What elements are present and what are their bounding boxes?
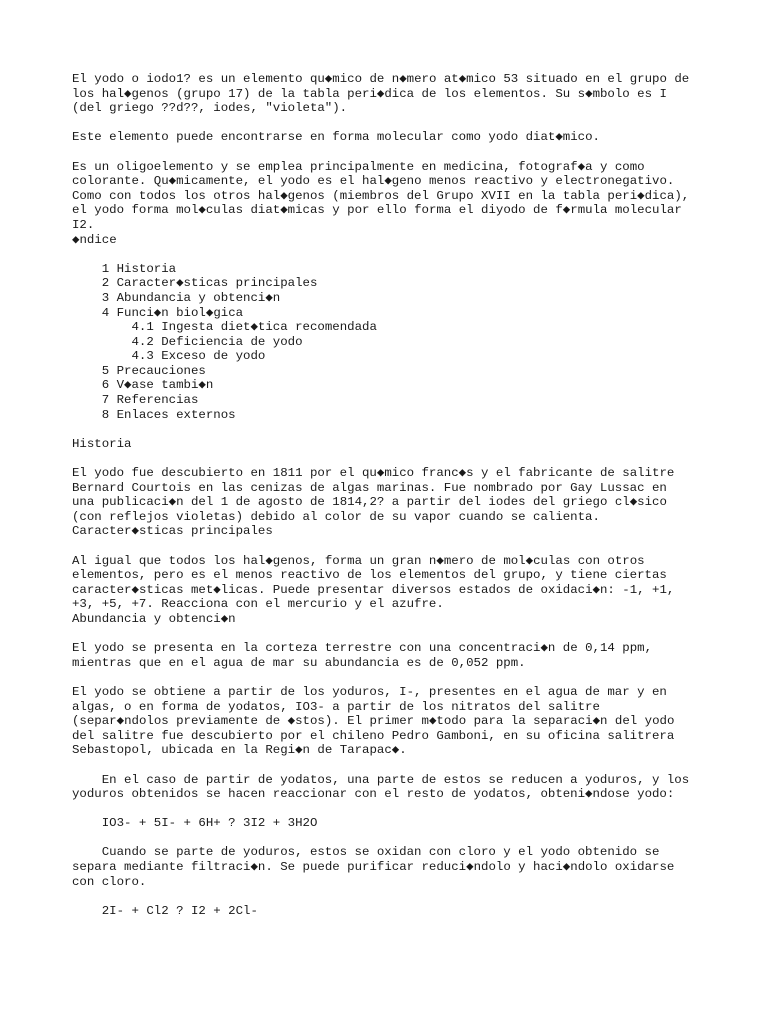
blank-line (72, 422, 712, 437)
text-line: 5 Precauciones (72, 363, 206, 378)
text-line: los hal◆genos (grupo 17) de la tabla peri◆dica de los elementos. Su s◆mbolo es I (72, 86, 667, 101)
blank-line (72, 627, 712, 642)
text-line: 4.2 Deficiencia de yodo (72, 334, 303, 349)
text-line: 4.1 Ingesta diet◆tica recomendada (72, 320, 377, 335)
text-line: El yodo se obtiene a partir de los yoduros, I-, presentes en el agua de mar y en (72, 684, 667, 699)
text-line: (separ◆ndolos previamente de ◆stos). El primer m◆todo para la separaci◆n del yodo (72, 714, 675, 729)
text-line: del salitre fue descubierto por el chileno Pedro Gamboni, en su oficina salitrera (72, 728, 675, 743)
text-line: yoduros obtenidos se hacen reaccionar con el resto de yodatos, obteni◆ndose yodo: (72, 787, 675, 802)
text-line: elementos, pero es el menos reactivo de los elementos del grupo, y tiene ciertas (72, 568, 667, 583)
text-line: con cloro. (72, 874, 147, 889)
text-line: Este elemento puede encontrarse en forma molecular como yodo diat◆mico. (72, 130, 600, 145)
text-line: colorante. Qu◆micamente, el yodo es el hal◆geno menos reactivo y electronegativo. (72, 174, 675, 189)
text-line: (con reflejos violetas) debido al color de su vapor cuando se calienta. (72, 509, 600, 524)
text-line: En el caso de partir de yodatos, una parte de estos se reducen a yoduros, y los (72, 772, 690, 787)
text-line: Caracter◆sticas principales (72, 524, 273, 539)
text-line: 2I- + Cl2 ? I2 + 2Cl- (72, 903, 258, 918)
text-line: 4 Funci◆n biol◆gica (72, 305, 244, 320)
text-line: Historia (72, 436, 132, 451)
blank-line (72, 802, 712, 817)
text-line: Bernard Courtois en las cenizas de algas marinas. Fue nombrado por Gay Lussac en (72, 480, 667, 495)
text-line: El yodo o iodo1? es un elemento qu◆mico de n◆mero at◆mico 53 situado en el grupo de (72, 72, 690, 86)
text-line: una publicaci◆n del 1 de agosto de 1814,2? a partir del iodes del griego cl◆sico (72, 495, 667, 510)
text-line: Abundancia y obtenci◆n (72, 611, 236, 626)
text-line: (del griego ??d??, iodes, "violeta"). (72, 101, 348, 116)
text-line: 3 Abundancia y obtenci◆n (72, 290, 281, 305)
blank-line (72, 758, 712, 773)
text-line: Al igual que todos los hal◆genos, forma un gran n◆mero de mol◆culas con otros (72, 553, 645, 568)
text-line: 6 V◆ase tambi◆n (72, 378, 214, 393)
text-line: caracter◆sticas met◆licas. Puede presentar diversos estados de oxidaci◆n: -1, +1, (72, 582, 675, 597)
blank-line (72, 247, 712, 262)
text-line: ◆ndice (72, 232, 117, 247)
text-line: algas, o en forma de yodatos, IO3- a partir de los nitratos del salitre (72, 699, 600, 714)
text-line: 1 Historia (72, 261, 177, 276)
blank-line (72, 145, 712, 160)
text-line: Es un oligoelemento y se emplea principalmente en medicina, fotograf◆a y como (72, 159, 645, 174)
text-line: mientras que en el agua de mar su abundancia es de 0,052 ppm. (72, 655, 526, 670)
text-line: IO3- + 5I- + 6H+ ? 3I2 + 3H2O (72, 816, 318, 831)
text-line: 7 Referencias (72, 393, 199, 408)
text-line: El yodo se presenta en la corteza terrestre con una concentraci◆n de 0,14 ppm, (72, 641, 653, 656)
blank-line (72, 831, 712, 846)
text-line: el yodo forma mol◆culas diat◆micas y por ello forma el diyodo de f◆rmula molecular (72, 203, 682, 218)
document-page (72, 72, 712, 918)
blank-line (72, 451, 712, 466)
text-line: 4.3 Exceso de yodo (72, 349, 266, 364)
blank-line (72, 539, 712, 554)
text-line: Cuando se parte de yoduros, estos se oxidan con cloro y el yodo obtenido se (72, 845, 660, 860)
text-line: 8 Enlaces externos (72, 407, 236, 422)
blank-line (72, 116, 712, 131)
text-line: +3, +5, +7. Reacciona con el mercurio y el azufre. (72, 597, 444, 612)
text-line: Sebastopol, ubicada en la Regi◆n de Tarapac◆. (72, 743, 407, 758)
text-line: I2. (72, 217, 95, 232)
text-line: 2 Caracter◆sticas principales (72, 276, 318, 291)
blank-line (72, 889, 712, 904)
text-line: El yodo fue descubierto en 1811 por el qu◆mico franc◆s y el fabricante de salitre (72, 466, 675, 481)
blank-line (72, 670, 712, 685)
text-line: separa mediante filtraci◆n. Se puede purificar reduci◆ndolo y haci◆ndolo oxidarse (72, 860, 675, 875)
text-line: Como con todos los otros hal◆genos (miembros del Grupo XVII en la tabla peri◆dica), (72, 188, 690, 203)
